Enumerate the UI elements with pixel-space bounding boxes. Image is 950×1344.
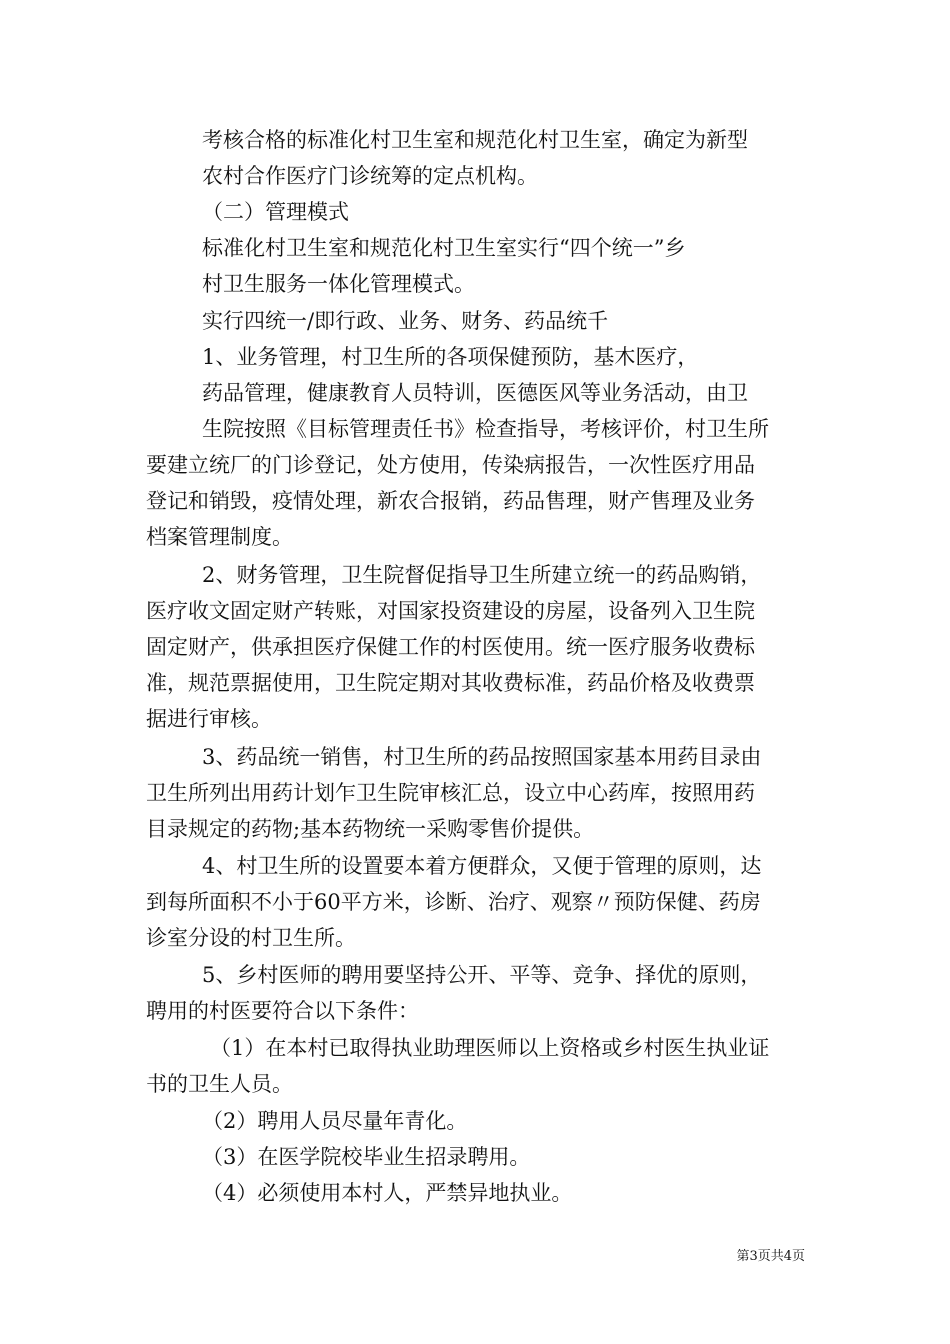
paragraph-line: 4、村卫生所的设置要本着方便群众，又便于管理的原则，达 [202, 854, 762, 878]
paragraph-line: 标准化村卫生室和规范化村卫生室实行“四个统一”乡 [202, 236, 686, 260]
paragraph-line: 要建立统厂的门诊登记，处方使用，传染病报告，一次性医疗用品 [146, 453, 755, 477]
paragraph-line: 目录规定的药物;基本药物统一采购零售价提供。 [146, 817, 595, 841]
section-heading: （二）管理模式 [202, 200, 349, 224]
paragraph-line: 诊室分设的村卫生所。 [146, 926, 356, 950]
paragraph-line: 档案管理制度。 [146, 525, 293, 549]
paragraph-line: 到每所面积不小于60平方米，诊断、治疗、观察〃预防保健、药房 [146, 890, 761, 914]
paragraph-line: 医疗收文固定财产转账，对国家投资建设的房屋，设备列入卫生院 [146, 599, 755, 623]
paragraph-line: 2、财务管理，卫生院督促指导卫生所建立统一的药品购销， [202, 563, 762, 587]
paragraph-line: 书的卫生人员。 [146, 1072, 293, 1096]
paragraph-line: 生院按照《目标管理责任书》检查指导，考核评价，村卫生所 [202, 417, 769, 441]
paragraph-line: 5、乡村医师的聘用要坚持公开、平等、竞争、择优的原则， [202, 963, 762, 987]
paragraph-line: 实行四统一/即行政、业务、财务、药品统千 [202, 309, 609, 333]
paragraph-line: 1、业务管理，村卫生所的各项保健预防，基木医疗， [202, 345, 699, 369]
list-item: （3）在医学院校毕业生招录聘用。 [202, 1145, 531, 1169]
paragraph-line: 药品管理，健康教育人员特训，医德医风等业务活动，由卫 [202, 381, 748, 405]
paragraph-line: 农村合作医疗门诊统筹的定点机构。 [202, 164, 538, 188]
list-item: （1）在本村已取得执业助理医师以上资格或乡村医生执业证 [210, 1036, 770, 1060]
list-item: （4）必须使用本村人，严禁异地执业。 [202, 1181, 573, 1205]
list-item: （2）聘用人员尽量年青化。 [202, 1109, 468, 1133]
paragraph-line: 考核合格的标准化村卫生室和规范化村卫生室，确定为新型 [202, 128, 748, 152]
paragraph-line: 准，规范票据使用，卫生院定期对其收费标准，药品价格及收费票 [146, 671, 755, 695]
paragraph-line: 据进行审核。 [146, 707, 272, 731]
paragraph-line: 固定财产，供承担医疗保健工作的村医使用。统一医疗服务收费标 [146, 635, 755, 659]
paragraph-line: 聘用的村医要符合以下条件： [146, 999, 419, 1023]
paragraph-line: 登记和销毁，疫情处理，新农合报销，药品售理，财产售理及业务 [146, 489, 755, 513]
paragraph-line: 卫生所列出用药计划乍卫生院审核汇总，设立中心药库，按照用药 [146, 781, 755, 805]
paragraph-line: 3、药品统一销售，村卫生所的药品按照国家基本用药目录由 [202, 745, 762, 769]
paragraph-line: 村卫生服务一体化管理模式。 [202, 272, 475, 296]
page-number-footer: 第3页共4页 [736, 1249, 805, 1264]
